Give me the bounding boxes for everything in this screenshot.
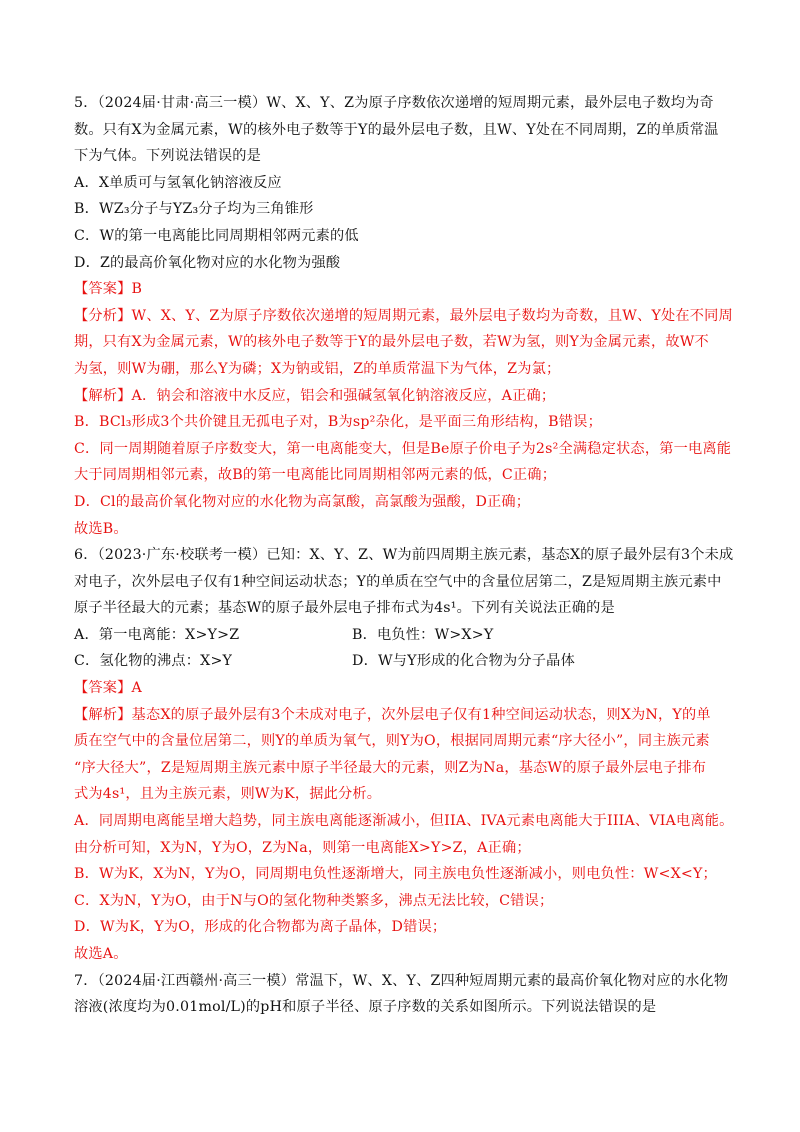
explanation-line: 大于同周期相邻元素，故B的第一电离能比同周期相邻两元素的低，C正确；: [74, 467, 557, 484]
explanation-line: 故选B。: [74, 520, 128, 537]
option-a: A．第一电离能：X>Y>Z: [74, 626, 240, 643]
question-stem-line: 7．（2024届·江西赣州·高三一模）常温下，W、X、Y、Z四种短周期元素的最高价氧化物对应的水化物: [74, 972, 729, 989]
explanation-line: D．Cl的最高价氧化物对应的水化物为高氯酸，高氯酸为强酸，D正确；: [74, 493, 531, 510]
explanation-line: A．同周期电离能呈增大趋势，同主族电离能逐渐减小，但IIA、IVA元素电离能大于IIIA、VIA电离能。: [74, 813, 734, 830]
explanation-line: 质在空气中的含量位居第二，则Y的单质为氧气，则Y为O，根据同周期元素“序大径小”，同主族元素: [74, 733, 710, 750]
explanation-line: C．X为N，Y为O，由于N与O的氢化物种类繁多，沸点无法比较，C错误；: [74, 892, 554, 909]
explanation-line: D．W为K，Y为O，形成的化合物都为离子晶体，D错误；: [74, 919, 447, 936]
question-stem-line: 原子半径最大的元素；基态W的原子最外层电子排布式为4s¹。下列有关说法正确的是: [74, 600, 615, 617]
question-stem-line: 数。只有X为金属元素，W的核外电子数等于Y的最外层电子数，且W、Y处在不同周期，Z的单质常温: [74, 121, 719, 138]
question-stem-line: 6．（2023·广东·校联考一模）已知：X、Y、Z、W为前四周期主族元素，基态X的原子最外层有3个未成: [74, 547, 734, 564]
option-row: [74, 624, 734, 651]
question-7: [74, 970, 734, 1023]
option-a: A．X单质可与氢氧化钠溶液反应: [74, 174, 282, 191]
option-c: C．W的第一电离能比同周期相邻两元素的低: [74, 227, 359, 244]
option-d: D．W与Y形成的化合物为分子晶体: [352, 653, 575, 670]
option-b: B．WZ₃分子与YZ₃分子均为三角锥形: [74, 201, 314, 218]
question-5: [74, 92, 734, 544]
explanation-line: 故选A。: [74, 946, 128, 962]
question-stem-line: 5．（2024届·甘肃·高三一模）W、X、Y、Z为原子序数依次递增的短周期元素，最外层电子数均为奇: [74, 95, 714, 111]
option-row: [74, 650, 734, 677]
analysis-line: 为氢，则W为硼，那么Y为磷；X为钠或铝，Z的单质常温下为气体，Z为氯；: [74, 360, 561, 377]
document-page: [74, 92, 734, 1023]
explanation-line: B．BCl₃形成3个共价键且无孤电子对，B为sp²杂化，是平面三角形结构，B错误；: [74, 414, 602, 431]
option-b: B．电负性：W>X>Y: [352, 626, 494, 643]
option-c: C．氢化物的沸点：X>Y: [74, 653, 233, 670]
question-stem-line: 溶液(浓度均为0.01mol/L)的pH和原子半径、原子序数的关系如图所示。下列说法错误的是: [74, 999, 657, 1016]
question-6: [74, 544, 734, 970]
option-d: D．Z的最高价氧化物对应的水化物为强酸: [74, 254, 341, 271]
explanation-line: “序大径大”，Z是短周期主族元素中原子半径最大的元素，则Z为Na，基态W的原子最外层电子排布: [74, 759, 707, 776]
analysis-line: 【分析】W、X、Y、Z为原子序数依次递增的短周期元素，最外层电子数均为奇数，且W、Y处在不同周: [74, 307, 733, 324]
question-stem-line: 对电子，次外层电子仅有1种空间运动状态；Y的单质在空气中的含量位居第二，Z是短周期主族元素中: [74, 573, 722, 590]
explanation-line: 【解析】A．钠会和溶液中水反应，铝会和强碱氢氧化钠溶液反应，A正确；: [74, 387, 556, 404]
analysis-line: 期，只有X为金属元素，W的核外电子数等于Y的最外层电子数，若W为氢，则Y为金属元素，故W不: [74, 334, 709, 351]
answer-label: 【答案】B: [74, 281, 143, 298]
explanation-line: C．同一周期随着原子序数变大，第一电离能变大，但是Be原子价电子为2s²全满稳定状态，第一电离能: [74, 440, 732, 457]
explanation-line: 由分析可知，X为N，Y为O，Z为Na，则第一电离能X>Y>Z，A正确；: [74, 839, 531, 856]
explanation-line: 【解析】基态X的原子最外层有3个未成对电子，次外层电子仅有1种空间运动状态，则X为N，Y的单: [74, 706, 711, 723]
explanation-line: B．W为K，X为N，Y为O，同周期电负性逐渐增大，同主族电负性逐渐减小，则电负性：W<X<Y；: [74, 866, 717, 883]
explanation-line: 式为4s¹，且为主族元素，则W为K，据此分析。: [74, 786, 382, 803]
answer-label: 【答案】A: [74, 680, 142, 697]
question-stem-line: 下为气体。下列说法错误的是: [74, 148, 262, 165]
